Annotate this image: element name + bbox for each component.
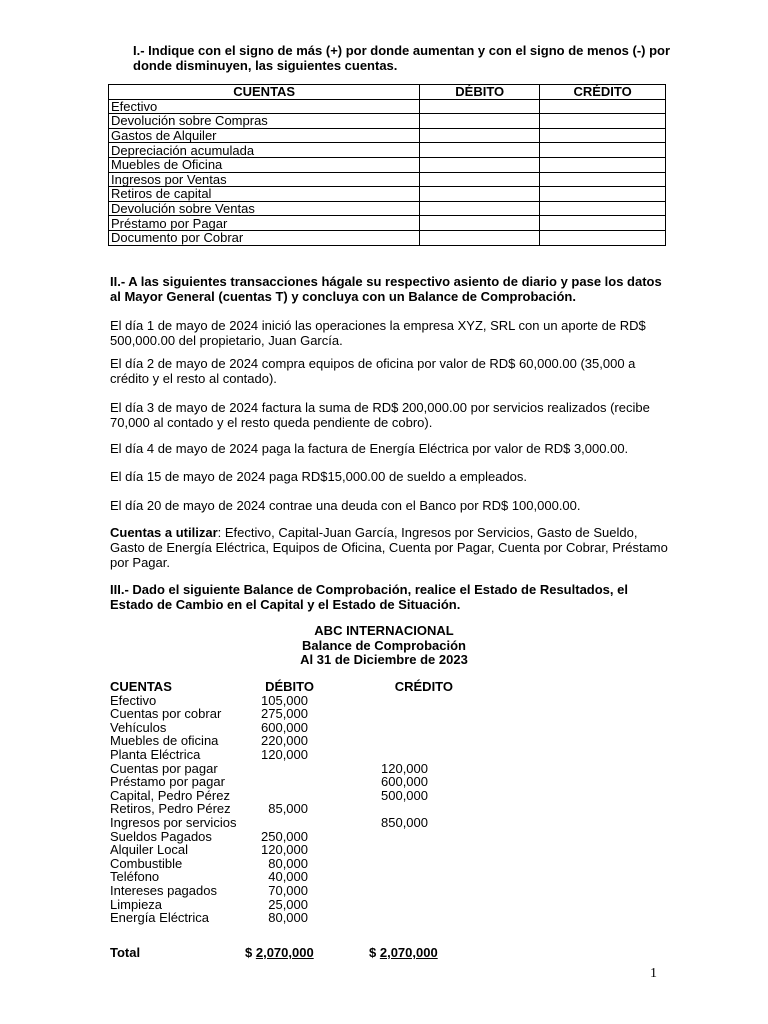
transaction-1: El día 1 de mayo de 2024 inició las operaciones la empresa XYZ, SRL con un aporte de RD$ 500,000.00 del propietario, Juan García. (110, 318, 646, 348)
table-row (109, 157, 666, 172)
debit-cell (420, 114, 540, 129)
report-date: Al 31 de Diciembre de 2023 (300, 652, 468, 667)
tb-debit-value: 600,000 (261, 719, 308, 735)
table-row (109, 187, 666, 202)
tb-account-name: Vehículos (110, 719, 167, 735)
tb-debit-value: 120,000 (261, 746, 308, 762)
trial-balance-row (110, 870, 530, 884)
tb-account-name: Intereses pagados (110, 882, 217, 898)
section3-heading: III.- Dado el siguiente Balance de Comprobación, realice el Estado de Resultados, el Estado de Cambio en el Capital y el Estado de Situación. (110, 582, 628, 612)
credit-cell (540, 114, 666, 129)
credit-cell (540, 216, 666, 231)
trial-balance-row (110, 857, 530, 871)
credit-cell (540, 172, 666, 187)
trial-balance-row (110, 707, 530, 721)
accounts-to-use (110, 525, 670, 570)
total-debit-value: 2,070,000 (255, 945, 314, 960)
account-name-cell: Muebles de Oficina (109, 157, 420, 172)
trial-balance-row (110, 843, 530, 857)
total-credit (369, 945, 438, 960)
table-row (109, 230, 666, 245)
page-number: 1 (650, 966, 657, 981)
credit-cell (540, 128, 666, 143)
accounts-sign-table (108, 84, 666, 246)
tb-account-name: Cuentas por pagar (110, 760, 218, 776)
debit-cell (420, 143, 540, 158)
account-name-cell: Retiros de capital (109, 187, 420, 202)
trial-balance-row (110, 721, 530, 735)
tb-account-name: Planta Eléctrica (110, 746, 201, 762)
account-name-cell: Gastos de Alquiler (109, 128, 420, 143)
col-header-debito: DÉBITO (420, 85, 540, 100)
section1-heading: I.- Indique con el signo de más (+) por donde aumentan y con el signo de menos (-) por donde disminuyen, las siguientes cuentas. (133, 43, 671, 73)
tb-debit-value: 275,000 (261, 706, 308, 722)
total-debit-currency: $ (245, 945, 253, 960)
credit-cell (540, 157, 666, 172)
tb-credit-value: 850,000 (381, 814, 428, 830)
trial-balance (110, 680, 530, 925)
credit-cell (540, 143, 666, 158)
trial-balance-row (110, 911, 530, 925)
trial-balance-row (110, 898, 530, 912)
transaction-2: El día 2 de mayo de 2024 compra equipos de oficina por valor de RD$ 60,000.00 (35,000 a crédito y el resto al contado). (110, 356, 636, 386)
credit-cell (540, 201, 666, 216)
account-name-cell: Depreciación acumulada (109, 143, 420, 158)
tb-account-name: Combustible (110, 855, 183, 871)
account-name-cell: Documento por Cobrar (109, 230, 420, 245)
table-row (109, 172, 666, 187)
account-name-cell: Ingresos por Ventas (109, 172, 420, 187)
tb-account-name: Energía Eléctrica (110, 910, 209, 926)
col-header-cuentas: CUENTAS (109, 85, 420, 100)
table-row (109, 114, 666, 129)
tb-debit-value: 80,000 (268, 855, 308, 871)
tb-debit-value: 220,000 (261, 733, 308, 749)
total-debit (245, 945, 314, 960)
total-credit-value: 2,070,000 (379, 945, 438, 960)
account-name-cell: Devolución sobre Compras (109, 114, 420, 129)
tb-account-name: Limpieza (110, 896, 163, 912)
total-credit-currency: $ (369, 945, 377, 960)
debit-cell (420, 187, 540, 202)
tb-debit-value: 25,000 (268, 896, 308, 912)
debit-cell (420, 216, 540, 231)
tb-account-name: Efectivo (110, 692, 157, 708)
credit-cell (540, 99, 666, 114)
section2-heading: II.- A las siguientes transacciones hágale su respectivo asiento de diario y pase los datos al Mayor General (cuentas T) y concluya con un Balance de Comprobación. (110, 274, 662, 304)
accounts-to-use-label: Cuentas a utilizar (110, 525, 218, 540)
debit-cell (420, 201, 540, 216)
trial-balance-row (110, 748, 530, 762)
trial-balance-row (110, 694, 530, 708)
accounts-to-use-text: : Efectivo, Capital-Juan García, Ingresos por Servicios, Gasto de Sueldo, Gasto de Energía Eléctrica, Equipos de Oficina, Cuenta por Pagar, Cuenta por Cobrar, Préstamo por Pagar. (110, 525, 668, 570)
account-name-cell: Préstamo por Pagar (109, 216, 420, 231)
total-label: Total (110, 945, 141, 960)
credit-cell (540, 230, 666, 245)
tb-account-name: Sueldos Pagados (110, 828, 212, 844)
report-company: ABC INTERNACIONAL (314, 623, 454, 638)
tb-account-name: Retiros, Pedro Pérez (110, 801, 231, 817)
trial-balance-row (110, 789, 530, 803)
trial-balance-row (110, 802, 530, 816)
tb-debit-value: 105,000 (261, 692, 308, 708)
tb-credit-value: 600,000 (381, 774, 428, 790)
account-name-cell: Efectivo (109, 99, 420, 114)
tb-account-name: Capital, Pedro Pérez (110, 787, 230, 803)
transaction-3: El día 3 de mayo de 2024 factura la suma de RD$ 200,000.00 por servicios realizados (recibe 70,000 al contado y el resto queda pendiente de cobro). (110, 400, 650, 430)
tb-debit-value: 120,000 (261, 842, 308, 858)
tb-col-cuentas: CUENTAS (110, 679, 172, 694)
trial-balance-header (110, 680, 530, 694)
transaction-4: El día 4 de mayo de 2024 paga la factura de Energía Eléctrica por valor de RD$ 3,000.00. (110, 441, 629, 456)
table-row (109, 216, 666, 231)
transaction-5: El día 15 de mayo de 2024 paga RD$15,000.00 de sueldo a empleados. (110, 469, 528, 484)
debit-cell (420, 99, 540, 114)
tb-account-name: Ingresos por servicios (110, 814, 237, 830)
tb-col-credito: CRÉDITO (394, 679, 453, 694)
col-header-credito: CRÉDITO (540, 85, 666, 100)
transaction-6: El día 20 de mayo de 2024 contrae una deuda con el Banco por RD$ 100,000.00. (110, 498, 581, 513)
account-name-cell: Devolución sobre Ventas (109, 201, 420, 216)
report-title: Balance de Comprobación (302, 638, 466, 653)
tb-credit-value: 500,000 (381, 787, 428, 803)
debit-cell (420, 230, 540, 245)
table-row (109, 143, 666, 158)
tb-debit-value: 85,000 (268, 801, 308, 817)
trial-balance-row (110, 775, 530, 789)
trial-balance-row (110, 884, 530, 898)
tb-debit-value: 250,000 (261, 828, 308, 844)
credit-cell (540, 187, 666, 202)
tb-account-name: Alquiler Local (110, 842, 189, 858)
tb-col-debito: DÉBITO (265, 679, 314, 694)
tb-credit-value: 120,000 (381, 760, 428, 776)
debit-cell (420, 172, 540, 187)
trial-balance-row (110, 734, 530, 748)
debit-cell (420, 128, 540, 143)
tb-debit-value: 40,000 (268, 869, 308, 885)
tb-account-name: Muebles de oficina (110, 733, 219, 749)
table-row (109, 99, 666, 114)
table-row (109, 201, 666, 216)
trial-balance-row (110, 762, 530, 776)
tb-account-name: Cuentas por cobrar (110, 706, 222, 722)
table-row (109, 128, 666, 143)
debit-cell (420, 157, 540, 172)
trial-balance-row (110, 816, 530, 830)
trial-balance-row (110, 830, 530, 844)
tb-account-name: Préstamo por pagar (110, 774, 225, 790)
tb-debit-value: 70,000 (268, 882, 308, 898)
tb-debit-value: 80,000 (268, 910, 308, 926)
tb-account-name: Teléfono (110, 869, 160, 885)
